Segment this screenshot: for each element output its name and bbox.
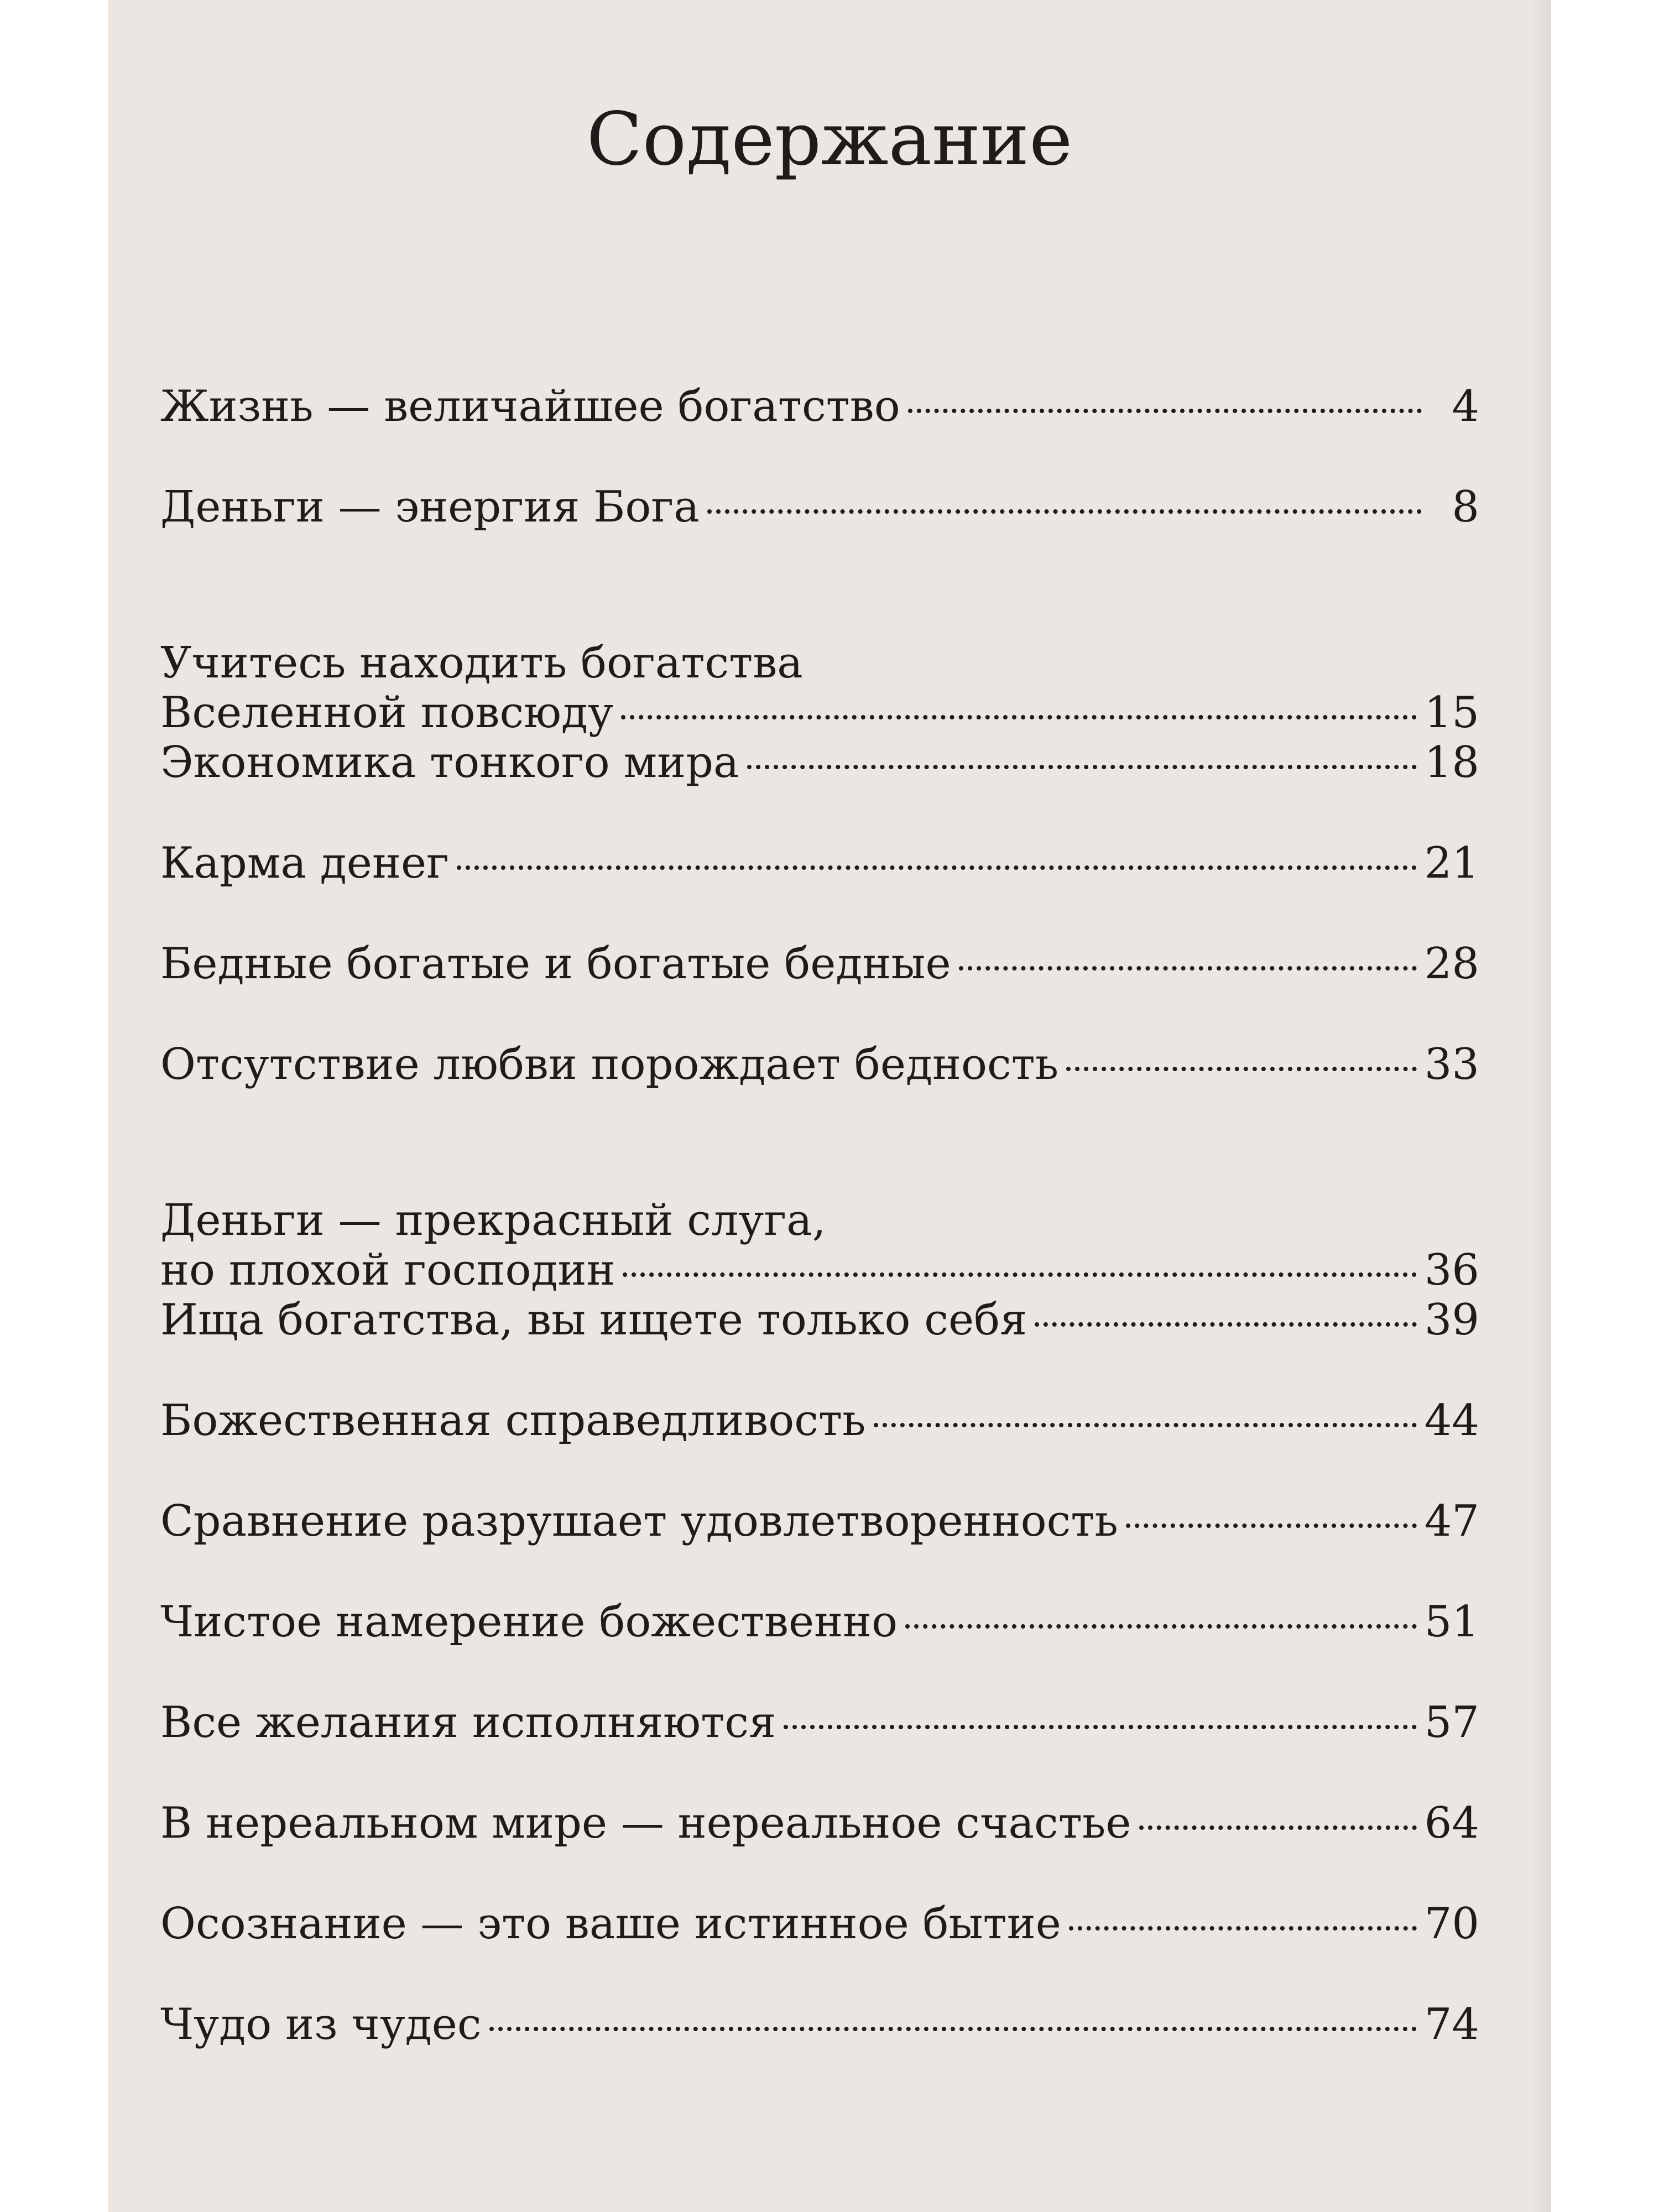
toc-entry	[160, 1899, 1479, 2000]
toc-entry	[160, 2000, 1479, 2100]
toc-entry-last-row	[160, 688, 1479, 738]
toc-entry-wrap	[160, 1196, 1479, 1295]
toc-page-number: 4	[1452, 382, 1479, 431]
toc-entry-title: Карма денег	[160, 838, 449, 888]
dot-leader	[1139, 1825, 1417, 1830]
toc-entry-title: Экономика тонкого мира	[160, 738, 739, 787]
toc-entry-last-row	[160, 1245, 1479, 1295]
toc-page-number: 57	[1424, 1698, 1479, 1747]
dot-leader	[908, 409, 1422, 413]
toc-entry	[160, 939, 1479, 1040]
toc-entry	[160, 1295, 1479, 1396]
toc-entry-title: Отсутствие любви порождает бедность	[160, 1040, 1059, 1089]
dot-leader	[457, 865, 1417, 870]
toc-entry	[160, 1040, 1479, 1140]
dot-leader	[1035, 1322, 1416, 1327]
dot-leader	[623, 1272, 1416, 1277]
toc-page-number: 28	[1424, 939, 1479, 989]
toc-entry-title: Чудо из чудес	[160, 2000, 482, 2049]
page-edge-shadow	[1529, 0, 1551, 2212]
dot-leader	[959, 966, 1417, 971]
toc-page-number: 47	[1424, 1496, 1479, 1546]
toc-entry	[160, 1140, 1479, 1295]
toc-entry-title: Ища богатства, вы ищете только себя	[160, 1295, 1027, 1345]
toc-page-number: 39	[1424, 1295, 1479, 1345]
toc-entry-title: Вселенной повсюду	[160, 688, 613, 738]
toc-entry-wrap	[160, 638, 1479, 738]
toc-entry-title: Все желания исполняются	[160, 1698, 776, 1747]
toc-entry-title: Деньги — энергия Бога	[160, 482, 700, 532]
toc-entry-title: Чистое намерение божественно	[160, 1597, 898, 1647]
dot-leader	[1126, 1524, 1417, 1528]
dot-leader	[621, 715, 1417, 719]
dot-leader	[489, 2027, 1417, 2031]
dot-leader	[874, 1423, 1417, 1427]
dot-leader	[1069, 1926, 1417, 1931]
toc-entry-title: Осознание — это ваше истинное бытие	[160, 1899, 1061, 1949]
dot-leader	[747, 765, 1417, 769]
toc-page-number: 51	[1424, 1597, 1479, 1647]
dot-leader	[1066, 1067, 1416, 1071]
toc-page-number: 64	[1424, 1798, 1479, 1848]
dot-leader	[707, 509, 1422, 514]
toc-page-number: 15	[1424, 688, 1479, 738]
toc-entry-title: В нереальном мире — нереальное счастье	[160, 1798, 1131, 1848]
toc-entry	[160, 583, 1479, 738]
page-title: Содержание	[586, 97, 1073, 182]
toc-entry-title-line1: Деньги — прекрасный слуга,	[160, 1196, 826, 1245]
toc-entry	[160, 1798, 1479, 1899]
book-page	[108, 0, 1551, 2212]
toc-entry-title: Бедные богатые и богатые бедные	[160, 939, 951, 989]
toc-entry-title: Божественная справедливость	[160, 1396, 866, 1446]
toc-entry-title-line1: Учитесь находить богатства	[160, 638, 803, 688]
toc-page-number: 21	[1424, 838, 1479, 888]
toc-entry	[160, 838, 1479, 939]
toc-page-number: 18	[1424, 738, 1479, 787]
dot-leader	[905, 1624, 1417, 1629]
toc-page-number: 74	[1424, 2000, 1479, 2049]
toc-entry	[160, 382, 1479, 482]
toc-entry	[160, 1597, 1479, 1698]
toc-entry-title: Сравнение разрушает удовлетворенность	[160, 1496, 1118, 1546]
toc-entry	[160, 482, 1479, 583]
toc-page-number: 8	[1452, 482, 1479, 532]
toc-entry-title: Жизнь — величайшее богатство	[160, 382, 900, 431]
toc-entry	[160, 1396, 1479, 1496]
toc-entry-title: но плохой господин	[160, 1245, 615, 1295]
toc-entry	[160, 738, 1479, 838]
toc-page-number: 36	[1424, 1245, 1479, 1295]
toc-page-number: 70	[1424, 1899, 1479, 1949]
toc-entry	[160, 1496, 1479, 1597]
toc-page-number: 44	[1424, 1396, 1479, 1446]
toc-page-number: 33	[1424, 1040, 1479, 1089]
toc-entry	[160, 1698, 1479, 1798]
dot-leader	[784, 1725, 1417, 1729]
table-of-contents	[160, 382, 1479, 2100]
